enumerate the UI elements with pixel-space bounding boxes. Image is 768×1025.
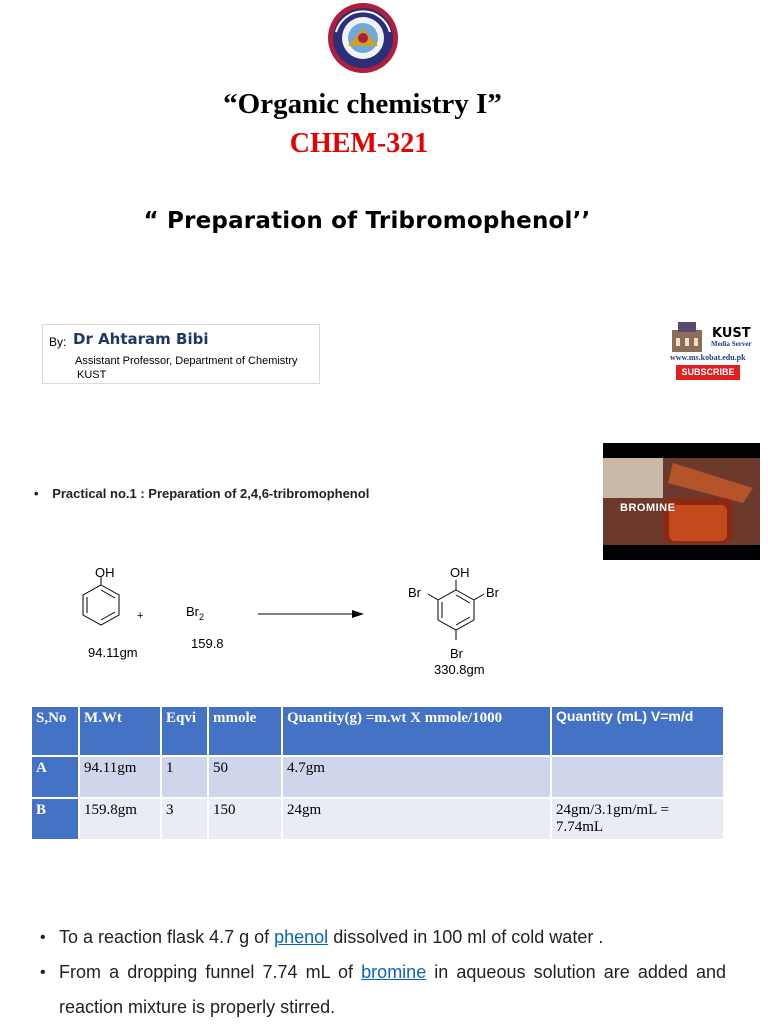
author-box xyxy=(42,324,320,384)
step1-text-post: dissolved in 100 ml of cold water . xyxy=(328,927,604,947)
reaction-arrow xyxy=(258,610,364,618)
bromine-mass: 159.8 xyxy=(191,636,224,651)
cell-mwt: 94.11gm xyxy=(80,755,160,797)
header-sno: S,No xyxy=(32,707,78,755)
reaction-scheme xyxy=(0,560,560,690)
kust-badge-url: www.ms.kobat.edu.pk xyxy=(670,353,746,362)
procedure-step-2 xyxy=(40,955,726,1025)
product-br-bottom: Br xyxy=(450,646,463,661)
product-br-right: Br xyxy=(486,585,499,600)
procedure-step-1 xyxy=(40,920,726,955)
header-mwt: M.Wt xyxy=(80,707,160,755)
step2-text-post: in aqueous solution are added and reaction mixture is properly stirred. xyxy=(59,962,726,1017)
cell-sno: A xyxy=(32,755,78,797)
campus-building-icon xyxy=(668,320,708,356)
table-row xyxy=(32,755,723,797)
kust-media-badge[interactable] xyxy=(668,318,760,384)
bromine-reagent xyxy=(186,604,204,622)
bromine-link[interactable]: bromine xyxy=(361,962,427,982)
cell-mwt: 159.8gm xyxy=(80,797,160,839)
practical-text: Practical no.1 : Preparation of 2,4,6-tribromophenol xyxy=(52,486,370,501)
product-br-left: Br xyxy=(408,585,421,600)
lecture-subtitle: “ Preparation of Tribromophenol’’ xyxy=(143,208,591,234)
author-name: Dr Ahtaram Bibi xyxy=(73,330,209,348)
bromine-subscript: 2 xyxy=(199,612,205,622)
by-label: By: xyxy=(49,335,67,349)
phenol-structure xyxy=(83,577,119,625)
step1-text-pre: To a reaction flask 4.7 g of xyxy=(59,927,275,947)
kust-badge-tagline: Media Server xyxy=(711,340,752,348)
procedure-list xyxy=(40,920,726,1025)
cell-quantity-ml xyxy=(552,755,723,797)
product-oh-label: OH xyxy=(450,565,470,580)
cell-eqvi: 3 xyxy=(162,797,207,839)
cell-mmole: 150 xyxy=(209,797,281,839)
bromine-video-thumbnail[interactable] xyxy=(603,443,760,560)
phenol-oh-label: OH xyxy=(95,565,115,580)
author-role-line1: Assistant Professor, Department of Chemistry xyxy=(75,355,298,367)
table-header-row xyxy=(32,707,723,755)
subscribe-button[interactable]: SUBSCRIBE xyxy=(676,365,740,380)
header-quantity-ml: Quantity (mL) V=m/d xyxy=(552,707,723,755)
header-mmole: mmole xyxy=(209,707,281,755)
stoichiometry-table xyxy=(30,707,725,839)
cell-mmole: 50 xyxy=(209,755,281,797)
cell-eqvi: 1 xyxy=(162,755,207,797)
bromine-symbol: Br xyxy=(186,604,199,619)
university-logo xyxy=(326,2,400,74)
header-eqvi: Eqvi xyxy=(162,707,207,755)
cell-quantity-g: 24gm xyxy=(283,797,550,839)
table-row xyxy=(32,797,723,839)
bullet: • xyxy=(40,964,46,981)
cell-sno: B xyxy=(32,797,78,839)
video-caption: BROMINE xyxy=(620,502,676,514)
plus-sign: + xyxy=(137,610,144,622)
author-role-line2: KUST xyxy=(77,369,107,381)
cell-quantity-g: 4.7gm xyxy=(283,755,550,797)
kust-badge-name: KUST xyxy=(712,326,751,341)
practical-bullet: • xyxy=(34,486,39,501)
practical-heading xyxy=(34,486,369,501)
phenol-mass: 94.11gm xyxy=(88,645,138,660)
bullet: • xyxy=(40,929,46,946)
presentation-title: “Organic chemistry I” xyxy=(223,88,502,120)
product-mass: 330.8gm xyxy=(434,662,485,677)
author-role xyxy=(75,354,315,382)
step2-text-pre: From a dropping funnel 7.74 mL of xyxy=(59,962,362,982)
course-code: CHEM-321 xyxy=(289,128,429,159)
phenol-link[interactable]: phenol xyxy=(274,927,329,947)
tribromophenol-structure xyxy=(428,580,484,640)
header-quantity-g: Quantity(g) =m.wt X mmole/1000 xyxy=(283,707,550,755)
cell-quantity-ml: 24gm/3.1gm/mL = 7.74mL xyxy=(552,797,723,839)
